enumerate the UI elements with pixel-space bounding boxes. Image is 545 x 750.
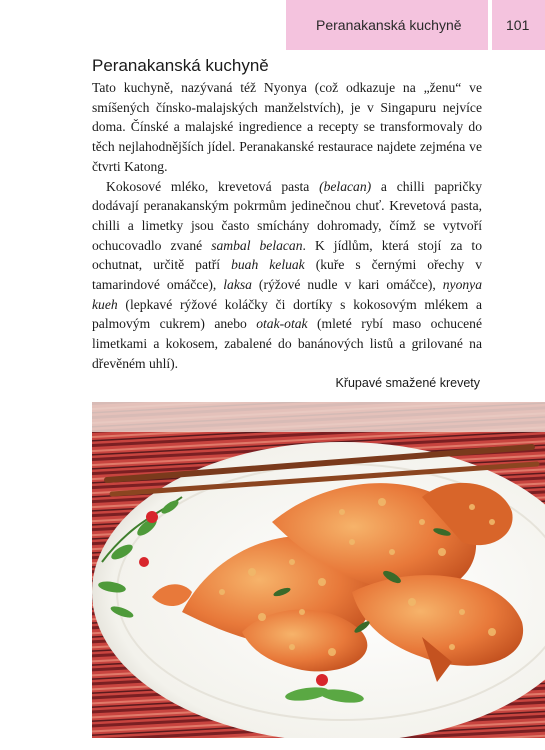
term-otak-otak: otak-otak — [256, 316, 308, 332]
body-text — [92, 78, 482, 374]
page-number: 101 — [506, 17, 530, 33]
shrimp-photo-illustration — [92, 402, 545, 738]
paragraph-2 — [92, 177, 482, 374]
term-sambal-belacan: sambal belacan — [211, 237, 303, 253]
text-run: Kokosové mléko, krevetová pasta — [106, 178, 320, 194]
photo-caption: Křupavé smažené krevety — [335, 376, 480, 390]
text-run: (kuře s černými ořechy v tamarindové omáčce), — [92, 257, 482, 293]
term-belacan: (belacan) — [319, 178, 372, 194]
section-heading: Peranakanská kuchyně — [92, 56, 269, 75]
running-header — [286, 0, 545, 50]
text-run: (rýžové nudle v kari omáčce), — [251, 277, 443, 293]
text-run: a chilli papričky dodávají peranakanským pokrmům jedinečnou chuť. Krevetová pasta, chilli a limetky jsou často smíchány dohromady, čímž se vytvoří ochucovadlo zvané — [92, 178, 482, 253]
running-title: Peranakanská kuchyně — [316, 17, 462, 33]
text-run: (lepkavé rýžové koláčky či dortíky s kokosovým mlékem a palmovým cukrem) anebo — [92, 296, 482, 332]
shrimp-photo — [92, 402, 545, 738]
paragraph-1: Tato kuchyně, nazývaná též Nyonya (což odkazuje na „ženu“ ve smíšených čínsko-malajských manželstvích), je v Singapuru nejvíce doma. Čínské a malajské ingredience a recepty se transformovaly do těch nejlahodnějších jídel. Peranakanské restaurace najdete zejména ve čtvrti Katong. — [92, 80, 482, 174]
text-run: (mleté rybí maso ochucené limetkami a kokosem, zabalené do banánových listů a grilované na dřevěném uhlí). — [92, 316, 482, 371]
header-divider — [488, 0, 492, 50]
text-run: . K jídlům, která stojí za to ochutnat, určitě patří — [92, 237, 482, 273]
term-buah-keluak: buah keluak — [231, 257, 305, 273]
term-laksa: laksa — [223, 277, 252, 293]
term-nyonya-kueh: nyonya kueh — [92, 277, 483, 312]
